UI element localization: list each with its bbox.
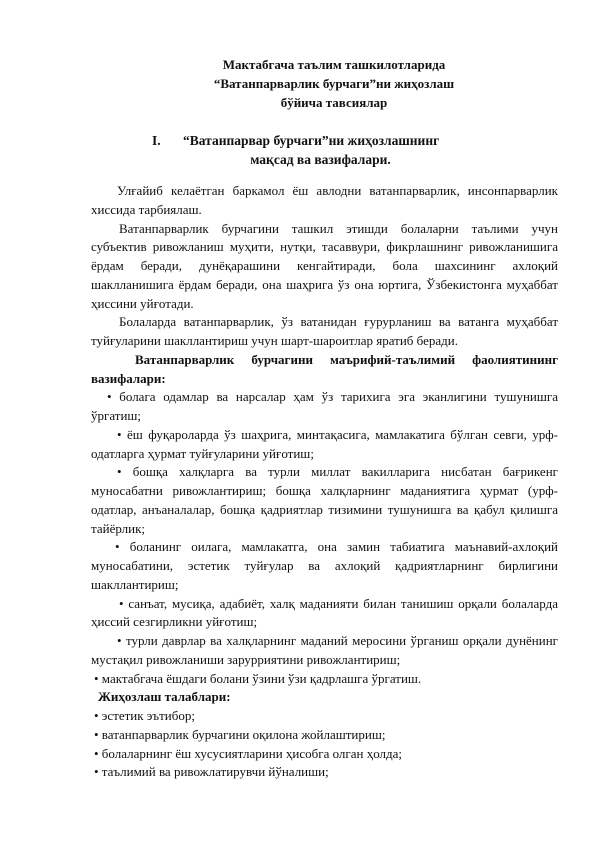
section-title: “Ватанпарвар бурчаги”ни жиҳозлашнинг: [183, 133, 440, 148]
requirement-item: • ватанпарварлик бурчагини оқилона жойлаштириш;: [94, 726, 386, 742]
document-title-line-3: бўйича тавсиялар: [280, 95, 388, 110]
task-item: • мактабгача ёшдаги болани ўзини ўзи қадрлашга ўргатиш.: [94, 670, 422, 686]
paragraph-corner-benefits: Ватанпарварлик бурчагини ташкил этишди болаларни таълими учун субъектив ривожланиш муҳити, нутқи, тасаввури, фикрлашнинг ривожланишига ёрдам беради, дунёқарашини кенгайтиради, бола шахсининг ахлоқий шаклланишига ёрдам беради, она шаҳрига ўз она юртига, Ўзбекистонга муҳаббат ҳиссини уйғотади.: [91, 220, 558, 311]
document-title-line-2: “Ватанпарварлик бурчаги”ни жиҳозлаш: [213, 76, 455, 91]
requirements-heading: Жиҳозлаш талаблари:: [98, 689, 231, 705]
task-item: • бошқа халқларга ва турли миллат вакилларига нисбатан бағрикенг муносабатни ривожлантириш; бошқа халқларнинг маданиятига ҳурмат (урф-одатлар, анъаналалар, бошқа қадриятлар тизимини тушунишга ва қабул қилишга тайёрлик;: [91, 464, 558, 536]
task-item: • боланинг оилага, мамлакатга, она замин табиатига маънавий-ахлоқий муносабатини, эстетик туйғулар ва ахлоқий қадриятларнинг бирлигини шакллантириш;: [91, 539, 558, 592]
section-number: I.: [152, 133, 161, 148]
task-item: • ёш фуқароларда ўз шаҳрига, минтақасига, мамлакатига бўлган севги, урф-одатларга ҳурмат туйғуларини уйғотиш;: [91, 426, 558, 461]
tasks-heading: Ватанпарварлик бурчагини маърифий-таълимий фаолиятининг вазифалари:: [91, 351, 558, 386]
requirement-item: • таълимий ва ривожлатирувчи йўналиши;: [94, 764, 329, 780]
task-item: • турли даврлар ва халқларнинг маданий меросини ўрганиш орқали дунёнинг мустақил ривожланиши зарурриятини ривожлантириш;: [91, 633, 558, 667]
paragraph-goal: Улғайиб келаётган баркамол ёш авлодни ватанпарварлик, инсонпарварлик хиссида тарбиялаш.: [91, 183, 558, 217]
task-item: • санъат, мусиқа, адабиёт, халқ маданияти билан танишиш орқали болаларда ҳиссий сезгирликни уйғотиш;: [91, 595, 558, 630]
task-item: • болага одамлар ва нарсалар ҳам ўз тарихига эга эканлигини тушунишга ўргатиш;: [91, 389, 558, 423]
requirement-item: • болаларнинг ёш хусусиятларини ҳисобга олган ҳолда;: [94, 745, 403, 761]
document-title-line-1: Мактабгача таълим ташкилотларида: [222, 57, 446, 72]
requirement-item: • эстетик эътибор;: [94, 708, 195, 723]
section-subtitle: мақсад ва вазифалари.: [250, 152, 391, 167]
document-body: [91, 182, 558, 782]
paragraph-conditions: Болаларда ватанпарварлик, ўз ватанидан ғурурланиш ва ватанга муҳаббат туйғуларини шакллантириш учун шарт-шароитлар яратиб беради.: [91, 314, 558, 348]
